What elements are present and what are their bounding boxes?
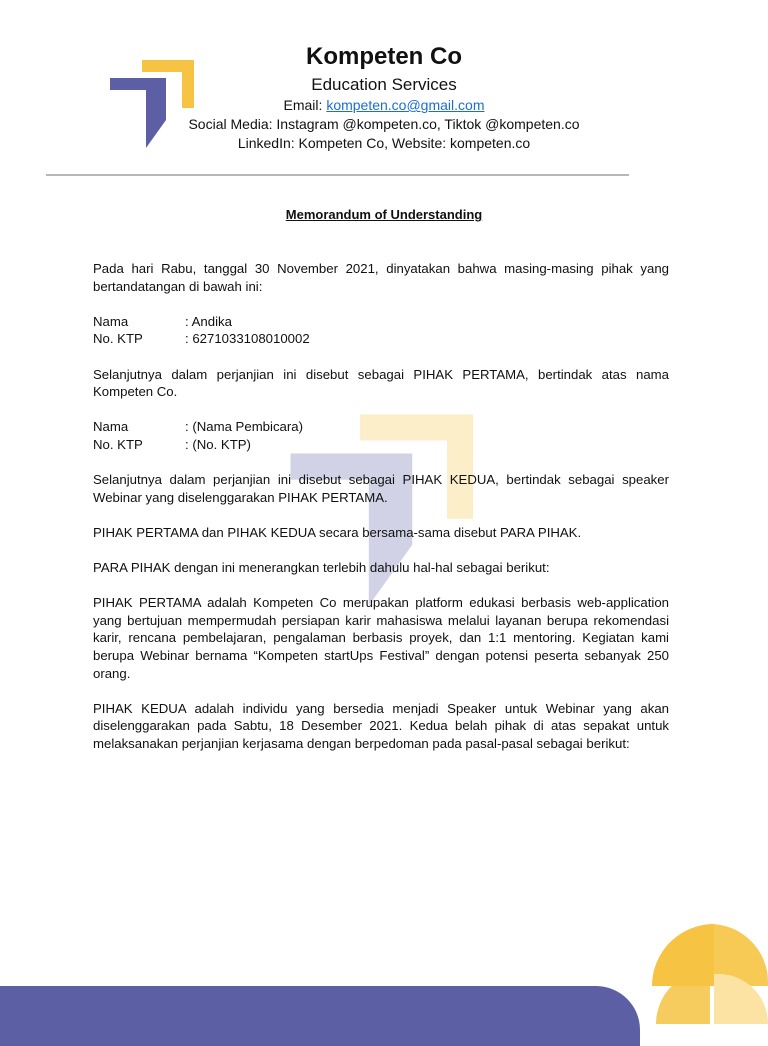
party2-details bbox=[93, 418, 669, 453]
corner-decoration-icon bbox=[652, 916, 768, 1024]
document-title: Memorandum of Understanding bbox=[285, 207, 483, 222]
social-media-line: Social Media: Instagram @kompeten.co, Tiktok @kompeten.co bbox=[188, 116, 580, 132]
party1-details bbox=[93, 313, 669, 348]
document-body bbox=[93, 260, 669, 770]
party1-name-label: Nama bbox=[93, 313, 129, 329]
email-line bbox=[150, 96, 618, 115]
party2-name-label: Nama bbox=[93, 419, 129, 435]
intro-paragraph: Pada hari Rabu, tanggal 30 November 2021, dinyatakan bahwa masing-masing pihak yang bertandatangan di bawah ini: bbox=[93, 261, 669, 294]
para-pihak-paragraph: PIHAK PERTAMA dan PIHAK KEDUA secara bersama-sama disebut PARA PIHAK. bbox=[93, 524, 582, 540]
company-subtitle: Education Services bbox=[311, 75, 457, 94]
explanation-paragraph-1: PIHAK PERTAMA adalah Kompeten Co merupakan platform edukasi berbasis web-application yang bertujuan mempermudah persiapan karir mahasiswa melalui layanan berupa rekomendasi karir, rencana pembelajaran, pengalaman berbasis proyek, dan 1:1 mentoring. Kegiatan kami berupa Webinar bernama “Kompeten startUps Festival” dengan potensi peserta sebanyak 250 orang. bbox=[93, 595, 669, 681]
party2-description: Selanjutnya dalam perjanjian ini disebut sebagai PIHAK KEDUA, bertindak sebagai speaker Webinar yang diselenggarakan PIHAK PERTAMA. bbox=[93, 472, 669, 505]
party1-ktp-value: : 6271033108010002 bbox=[185, 331, 310, 347]
party2-ktp-value: : (No. KTP) bbox=[185, 436, 251, 452]
party1-description: Selanjutnya dalam perjanjian ini disebut sebagai PIHAK PERTAMA, bertindak atas nama Kompeten Co. bbox=[93, 366, 669, 400]
party2-ktp-label: No. KTP bbox=[93, 436, 143, 452]
letterhead bbox=[150, 40, 618, 153]
email-link[interactable]: kompeten.co@gmail.com bbox=[326, 97, 485, 113]
party1-ktp-label: No. KTP bbox=[93, 331, 143, 347]
explanation-intro: PARA PIHAK dengan ini menerangkan terlebih dahulu hal-hal sebagai berikut: bbox=[93, 560, 550, 576]
email-label: Email: bbox=[283, 97, 327, 113]
party1-name-value: : Andika bbox=[185, 313, 232, 329]
footer-band bbox=[0, 986, 640, 1046]
company-name: Kompeten Co bbox=[306, 43, 462, 70]
header-divider bbox=[46, 174, 629, 176]
linkedin-line: LinkedIn: Kompeten Co, Website: kompeten.co bbox=[237, 135, 531, 151]
explanation-paragraph-2: PIHAK KEDUA adalah individu yang bersedia menjadi Speaker untuk Webinar yang akan diselenggarakan pada Sabtu, 18 Desember 2021. Kedua belah pihak di atas sepakat untuk melaksanakan perjanjian kerjasama dengan berpedoman pada pasal-pasal sebagai berikut: bbox=[93, 700, 669, 752]
party2-name-value: : (Nama Pembicara) bbox=[185, 419, 303, 435]
